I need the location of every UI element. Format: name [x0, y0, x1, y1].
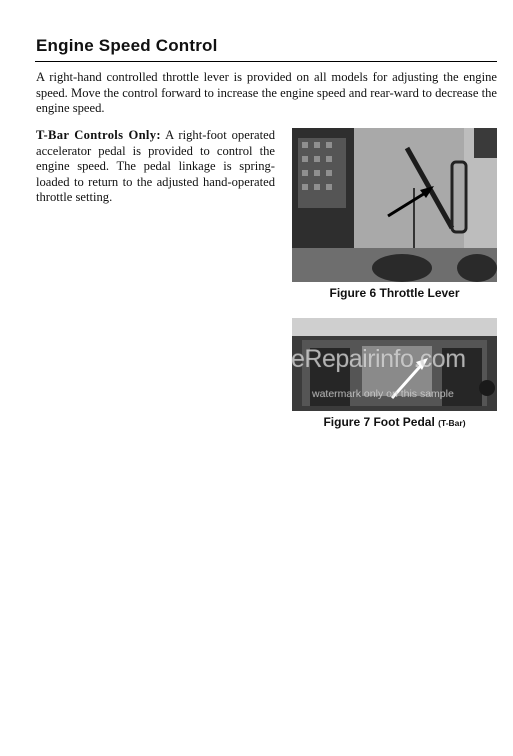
tbar-lead: T-Bar Controls Only: [36, 128, 161, 142]
figure-7-caption-suffix: (T-Bar) [438, 418, 466, 428]
figure-7 [292, 318, 497, 429]
title-divider [35, 61, 497, 62]
figure-7-caption-text: Figure 7 Foot Pedal [323, 415, 439, 429]
foot-pedal-photo [292, 318, 497, 411]
figure-7-caption [292, 415, 497, 429]
figure-6-caption-text: Figure 6 Throttle Lever [329, 286, 460, 300]
page-title: Engine Speed Control [36, 36, 218, 55]
tbar-body: A right-foot operated accelerator pedal is provided to control the engine speed. The pedal linkage is spring-loaded to return to the adjusted hand-operated throttle setting. [36, 128, 275, 204]
throttle-lever-photo [292, 128, 497, 282]
tbar-paragraph [36, 128, 275, 206]
watermark-subtext: watermark only on this sample [312, 388, 454, 400]
watermark-text: eRepairinfo.com [291, 345, 466, 373]
intro-paragraph: A right-hand controlled throttle lever is provided on all models for adjusting the engine speed. Move the control forward to increase the engine speed and rear-ward to decrease the engine speed. [36, 70, 497, 115]
figure-6-caption [292, 286, 497, 300]
figure-6 [292, 128, 497, 300]
